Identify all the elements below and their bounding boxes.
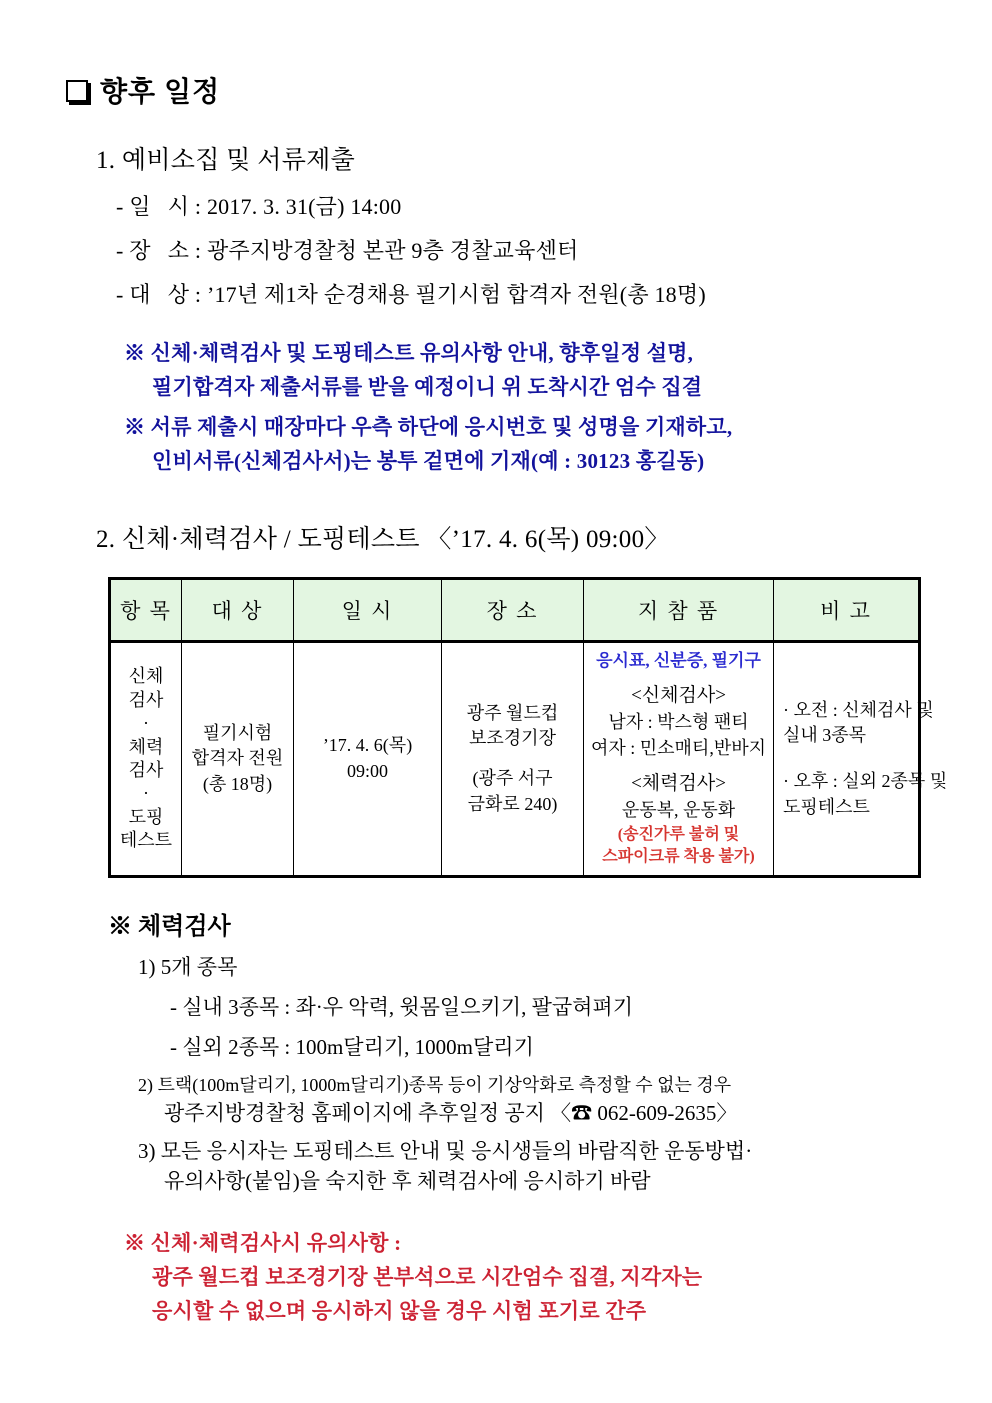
section3-item3-line1: 3) 모든 응시자는 도핑테스트 안내 및 응시생들의 바람직한 운동방법· xyxy=(138,1139,753,1163)
cell-remarks-pm-sub: 도핑테스트 xyxy=(783,796,870,817)
cell-bring-red-l2: 스파이크류 착용 불가) xyxy=(602,848,755,866)
cell-item-l6: 테스트 xyxy=(119,830,173,851)
cell-place-l1: 광주 월드컵 xyxy=(466,702,559,723)
table-row xyxy=(110,642,920,877)
cell-bring-group1-l2: 여자 : 민소매티,반바지 xyxy=(591,737,766,758)
cell-place-addr2: 금화로 240) xyxy=(467,793,558,814)
cell-item-l4: 검사 xyxy=(128,760,164,780)
final-warning-line1: ※ 신체·체력검사시 유의사항 : xyxy=(124,1231,402,1255)
cell-item-sep1: · xyxy=(143,713,149,734)
cell-datetime-time: 09:00 xyxy=(346,761,388,781)
column-header-datetime: 일 시 xyxy=(294,579,442,642)
cell-bring xyxy=(584,642,774,877)
cell-datetime xyxy=(294,642,442,877)
cell-item-sep2: · xyxy=(143,783,149,804)
column-header-remarks: 비 고 xyxy=(774,579,920,642)
section3-item1-sub1: - 실내 3종목 : 좌·우 악력, 윗몸일으키기, 팔굽혀펴기 xyxy=(170,995,634,1019)
section3-item3 xyxy=(138,1135,930,1195)
section1-notice-2-line2: 인비서류(신체검사서)는 봉투 겉면에 기재(예 : 30123 홍길동) xyxy=(152,449,705,473)
section3-item1-label: 1) 5개 종목 xyxy=(138,955,238,979)
column-header-item: 항 목 xyxy=(110,579,182,642)
cell-place-gap xyxy=(445,752,580,766)
cell-bring-group1-head: <신체검사> xyxy=(631,685,726,707)
column-header-place: 장 소 xyxy=(442,579,584,642)
cell-bring-blue: 응시표, 신분증, 필기구 xyxy=(596,650,761,670)
section1-detail-date: - 일 시 : 2017. 3. 31(금) 14:00 xyxy=(116,194,402,219)
cell-place-addr1: (광주 서구 xyxy=(472,768,553,788)
page-title xyxy=(66,70,930,110)
cell-bring-group2-l1: 운동복, 운동화 xyxy=(621,800,736,821)
cell-item-l3: 체력 xyxy=(128,736,164,757)
cell-bring-group1-l1: 남자 : 박스형 팬티 xyxy=(608,712,749,733)
section1-detail-place: - 장 소 : 광주지방경찰청 본관 9층 경찰교육센터 xyxy=(116,238,579,263)
cell-bring-group2-head: <체력검사> xyxy=(631,773,726,795)
cell-place xyxy=(442,642,584,877)
cell-item-l5: 도핑 xyxy=(128,806,164,827)
section3-item3-line2: 유의사항(붙임)을 숙지한 후 체력검사에 응시하기 바람 xyxy=(164,1169,651,1193)
cell-target-l2: 합격자 전원 xyxy=(191,748,284,769)
section2-title: 2. 신체·체력검사 / 도핑테스트 〈’17. 4. 6(목) 09:00〉 xyxy=(96,526,670,553)
cell-target-l3: (총 18명) xyxy=(202,773,273,794)
cell-remarks-am: · 오전 : 신체검사 및 xyxy=(783,699,934,720)
shadow-box-icon xyxy=(66,80,88,102)
table-header-row xyxy=(110,579,920,642)
section1-detail-target: - 대 상 : ’17년 제1차 순경채용 필기시험 합격자 전원(총 18명) xyxy=(116,282,706,307)
section3-item1-sub2: - 실외 2종목 : 100m달리기, 1000m달리기 xyxy=(170,1035,534,1059)
final-warning-line2: 광주 월드컵 보조경기장 본부석으로 시간엄수 집결, 지각자는 xyxy=(152,1265,703,1289)
cell-item-l2: 검사 xyxy=(128,689,164,710)
section1-notice-1-line2: 필기합격자 제출서류를 받을 예정이니 위 도착시간 엄수 집결 xyxy=(152,375,703,399)
cell-item-l1: 신체 xyxy=(128,666,164,687)
section1-notice-1-line1: ※ 신체·체력검사 및 도핑테스트 유의사항 안내, 향후일정 설명, xyxy=(124,341,694,365)
cell-bring-red-l1: (송진가루 불허 및 xyxy=(617,825,740,843)
cell-item xyxy=(110,642,182,877)
cell-target-l1: 필기시험 xyxy=(202,722,273,743)
final-warning-line3: 응시할 수 없으며 응시하지 않을 경우 시험 포기로 간주 xyxy=(152,1299,647,1323)
cell-remarks xyxy=(774,642,948,877)
cell-datetime-date: ’17. 4. 6(목) xyxy=(322,735,413,756)
section3-item2-line1: 2) 트랙(100m달리기, 1000m달리기)종목 등이 기상악화로 측정할 수 없는 경우 xyxy=(138,1075,732,1095)
schedule-table xyxy=(108,577,948,878)
cell-place-l2: 보조경기장 xyxy=(469,728,556,749)
column-header-target: 대 상 xyxy=(182,579,294,642)
column-header-bring: 지 참 품 xyxy=(584,579,774,642)
cell-remarks-pm: · 오후 : 실외 2종목 및 xyxy=(783,771,948,791)
section3-item2 xyxy=(138,1071,930,1127)
section1-notice-2-line1: ※ 서류 제출시 매장마다 우측 하단에 응시번호 및 성명을 기재하고, xyxy=(124,415,733,439)
cell-remarks-am-sub: 실내 3종목 xyxy=(783,725,867,746)
cell-target xyxy=(182,642,294,877)
section3-item2-line2: 광주지방경찰청 홈페이지에 추후일정 공지 〈☎ 062-609-2635〉 xyxy=(164,1101,738,1125)
section3-heading: ※ 체력검사 xyxy=(108,914,231,940)
page-title-text: 향후 일정 xyxy=(100,77,221,108)
section1-title: 1. 예비소집 및 서류제출 xyxy=(96,147,356,174)
